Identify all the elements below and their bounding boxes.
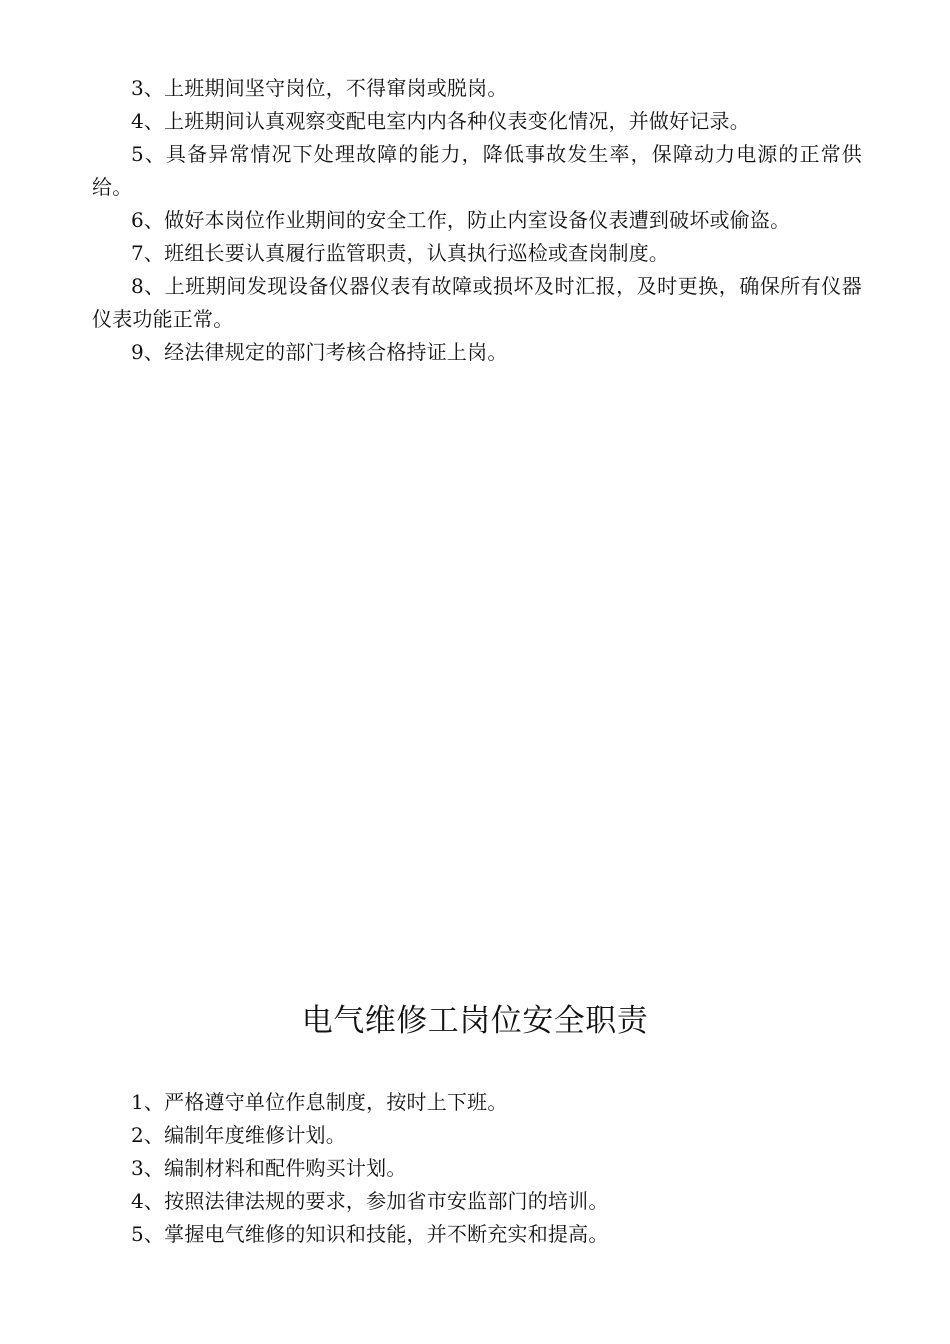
duty-item: 3、编制材料和配件购买计划。 bbox=[131, 1156, 407, 1180]
duty-item: 7、班组长要认真履行监管职责，认真执行巡检或查岗制度。 bbox=[131, 241, 670, 265]
duty-item: 5、具备异常情况下处理故障的能力，降低事故发生率，保障动力电源的正常供给。 bbox=[92, 142, 862, 199]
duty-item: 9、经法律规定的部门考核合格持证上岗。 bbox=[131, 340, 508, 364]
duty-list-continued bbox=[92, 72, 862, 369]
duty-item: 1、严格遵守单位作息制度，按时上下班。 bbox=[131, 1090, 508, 1114]
duty-item: 4、上班期间认真观察变配电室内内各种仪表变化情况，并做好记录。 bbox=[131, 109, 750, 133]
duty-item: 4、按照法律法规的要求，参加省市安监部门的培训。 bbox=[131, 1189, 609, 1213]
section-title: 电气维修工岗位安全职责 bbox=[301, 1003, 649, 1039]
duty-item: 6、做好本岗位作业期间的安全工作，防止内室设备仪表遭到破坏或偷盗。 bbox=[131, 208, 791, 232]
duty-item: 2、编制年度维修计划。 bbox=[131, 1123, 346, 1147]
duty-item: 5、掌握电气维修的知识和技能，并不断充实和提高。 bbox=[131, 1222, 609, 1246]
electrician-duty-list bbox=[92, 1086, 862, 1251]
duty-item: 8、上班期间发现设备仪器仪表有故障或损坏及时汇报，及时更换，确保所有仪器仪表功能正常。 bbox=[92, 274, 862, 331]
duty-item: 3、上班期间坚守岗位，不得窜岗或脱岗。 bbox=[131, 76, 508, 100]
